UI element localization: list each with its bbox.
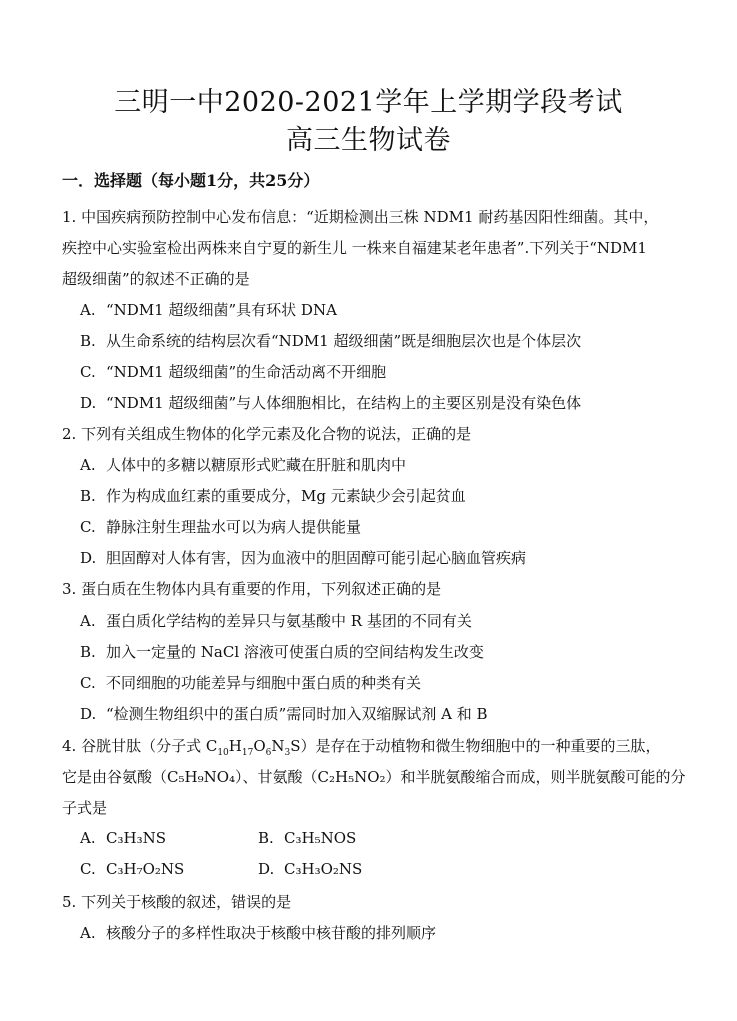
q4-stem-line1: 4. 谷胱甘肽（分子式 $C_{10}H_{17}O_6N_3S$）是存在于动植物和微生物细胞中的一种重要的三肽， <box>62 737 661 758</box>
q1-option-d: D. “NDM1 超级细菌”与人体细胞相比，在结构上的主要区别是没有染色体 <box>80 394 582 412</box>
q1-stem-line3: 超级细菌”的叙述不正确的是 <box>62 270 250 288</box>
q1-option-c: C. “NDM1 超级细菌”的生命活动离不开细胞 <box>80 363 387 381</box>
q1-option-a: A. “NDM1 超级细菌”具有环状 DNA <box>80 301 337 319</box>
q4-option-a: A. C₃H₃NS <box>80 829 166 847</box>
exam-title: 三明一中2020-2021学年上学期学段考试 <box>114 87 623 118</box>
q2-option-a: A. 人体中的多糖以糖原形式贮藏在肝脏和肌肉中 <box>80 456 407 474</box>
q4-option-b: B. C₃H₅NOS <box>258 829 357 847</box>
q4-option-d: D. C₃H₃O₂NS <box>258 860 363 878</box>
q3-option-a: A. 蛋白质化学结构的差异只与氨基酸中 R 基团的不同有关 <box>80 612 472 630</box>
q4-stem-line2: 它是由谷氨酸（C₅H₉NO₄）、甘氨酸（C₂H₅NO₂）和半胱氨酸缩合而成，则半胱氨酸可能的分 <box>62 768 686 786</box>
q4-option-c: C. C₃H₇O₂NS <box>80 860 185 878</box>
q2-option-b: B. 作为构成血红素的重要成分，Mg 元素缺少会引起贫血 <box>80 487 466 505</box>
q2-option-d: D. 胆固醇对人体有害，因为血液中的胆固醇可能引起心脑血管疾病 <box>80 549 527 567</box>
q3-stem: 3. 蛋白质在生物体内具有重要的作用，下列叙述正确的是 <box>62 580 442 598</box>
q5-option-a: A. 核酸分子的多样性取决于核酸中核苷酸的排列顺序 <box>80 924 437 942</box>
q2-stem: 2. 下列有关组成生物体的化学元素及化合物的说法，正确的是 <box>62 425 472 443</box>
q3-option-c: C. 不同细胞的功能差异与细胞中蛋白质的种类有关 <box>80 674 422 692</box>
q3-option-d: D. “检测生物组织中的蛋白质”需同时加入双缩脲试剂 A 和 B <box>80 705 488 723</box>
q1-stem-line1: 1. 中国疾病预防控制中心发布信息：“近期检测出三株 NDM1 耐药基因阳性细菌。其中， <box>62 208 659 226</box>
q4-stem-line3: 子式是 <box>62 799 108 817</box>
section-heading: 一．选择题（每小题1分，共25分） <box>62 171 320 190</box>
exam-subtitle: 高三生物试卷 <box>286 125 451 156</box>
q1-option-b: B. 从生命系统的结构层次看“NDM1 超级细菌”既是细胞层次也是个体层次 <box>80 332 582 350</box>
q2-option-c: C. 静脉注射生理盐水可以为病人提供能量 <box>80 518 362 536</box>
q1-stem-line2: 疾控中心实验室检出两株来自宁夏的新生儿 一株来自福建某老年患者”.下列关于“NDM1 <box>62 239 647 257</box>
q5-stem: 5. 下列关于核酸的叙述，错误的是 <box>62 893 292 911</box>
q3-option-b: B. 加入一定量的 NaCl 溶液可使蛋白质的空间结构发生改变 <box>80 643 484 661</box>
